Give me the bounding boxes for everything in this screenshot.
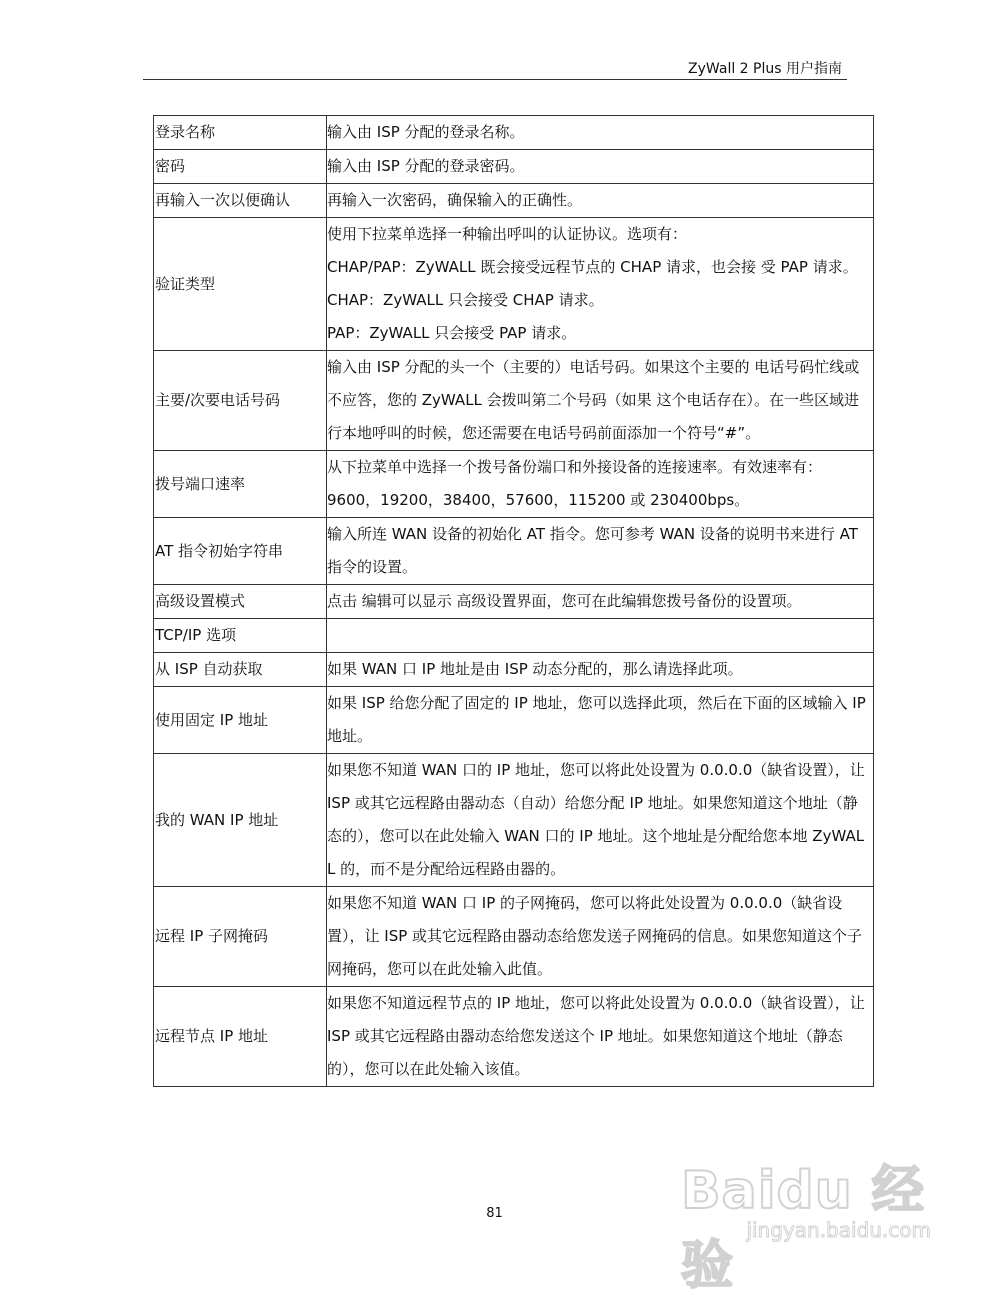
description-line: 使用下拉菜单选择一种输出呼叫的认证协议。选项有：: [327, 225, 688, 243]
watermark-brand: Baidu 经验: [681, 1161, 925, 1296]
description-line: CHAP：ZyWALL 只会接受 CHAP 请求。: [327, 291, 604, 309]
description-line: 输入由 ISP 分配的头一个（主要的）电话号码。如果这个主要的 电话号码忙线或不应答，您的 ZyWALL 会拨叫第二个号码（如果 这个电话存在）。在一些区域进行本地呼叫的时候，您还需要在电话号码前面添加一个符号“#”。: [327, 358, 860, 442]
table-row: [154, 754, 874, 887]
table-row: [154, 451, 874, 518]
description-line: 再输入一次密码，确保输入的正确性。: [327, 191, 583, 209]
setting-label: 验证类型: [154, 218, 327, 351]
setting-description: [327, 585, 874, 619]
table-row: [154, 184, 874, 218]
table-row: [154, 687, 874, 754]
setting-label: 拨号端口速率: [154, 451, 327, 518]
description-line: 如果 ISP 给您分配了固定的 IP 地址，您可以选择此项，然后在下面的区域输入 IP 地址。: [327, 694, 866, 745]
description-line: CHAP/PAP：ZyWALL 既会接受远程节点的 CHAP 请求，也会接 受 PAP 请求。: [327, 258, 858, 276]
setting-description: [327, 150, 874, 184]
setting-label: 高级设置模式: [154, 585, 327, 619]
description-line: 输入所连 WAN 设备的初始化 AT 指令。您可参考 WAN 设备的说明书来进行 AT 指令的设置。: [327, 525, 858, 576]
setting-label: 我的 WAN IP 地址: [154, 754, 327, 887]
setting-description: [327, 619, 874, 653]
setting-label: 再输入一次以便确认: [154, 184, 327, 218]
setting-description: [327, 218, 874, 351]
setting-description: [327, 887, 874, 987]
table-row: [154, 619, 874, 653]
description-line: 点击 编辑可以显示 高级设置界面，您可在此编辑您拨号备份的设置项。: [327, 592, 802, 610]
watermark-url: jingyan.baidu.com: [746, 1218, 931, 1242]
table-row: [154, 887, 874, 987]
setting-description: [327, 351, 874, 451]
header-rule: [143, 79, 847, 80]
table-row: [154, 653, 874, 687]
setting-description: [327, 687, 874, 754]
description-line: 输入由 ISP 分配的登录名称。: [327, 123, 525, 141]
setting-label: 登录名称: [154, 116, 327, 150]
description-line: 如果 WAN 口 IP 地址是由 ISP 动态分配的，那么请选择此项。: [327, 660, 743, 678]
table-row: [154, 116, 874, 150]
description-line: 如果您不知道远程节点的 IP 地址，您可以将此处设置为 0.0.0.0（缺省设置），让 ISP 或其它远程路由器动态给您发送这个 IP 地址。如果您知道这个地址（静态的），您可以在此处输入该值。: [327, 994, 865, 1078]
description-line: 如果您不知道 WAN 口的 IP 地址，您可以将此处设置为 0.0.0.0（缺省设置），让 ISP 或其它远程路由器动态（自动）给您分配 IP 地址。如果您知道这个地址（静态的），您可以在此处输入 WAN 口的 IP 地址。这个地址是分配给您本地 ZyWALL 的，而不是分配给远程路由器的。: [327, 761, 865, 878]
description-line: PAP：ZyWALL 只会接受 PAP 请求。: [327, 324, 577, 342]
table-row: [154, 351, 874, 451]
setting-label: TCP/IP 选项: [154, 619, 327, 653]
table-row: [154, 218, 874, 351]
setting-label: 远程 IP 子网掩码: [154, 887, 327, 987]
setting-description: [327, 184, 874, 218]
table-row: [154, 987, 874, 1087]
setting-description: [327, 987, 874, 1087]
setting-description: [327, 754, 874, 887]
setting-description: [327, 116, 874, 150]
description-line: 如果您不知道 WAN 口 IP 的子网掩码，您可以将此处设置为 0.0.0.0（缺省设置），让 ISP 或其它远程路由器动态给您发送子网掩码的信息。如果您知道这个子网掩码，您可以在此处输入此值。: [327, 894, 863, 978]
setting-label: AT 指令初始字符串: [154, 518, 327, 585]
setting-label: 主要/次要电话号码: [154, 351, 327, 451]
setting-label: 远程节点 IP 地址: [154, 987, 327, 1087]
page-number: 81: [486, 1206, 503, 1221]
setting-description: [327, 518, 874, 585]
settings-table: [153, 115, 874, 1087]
setting-label: 密码: [154, 150, 327, 184]
page-header-title: ZyWall 2 Plus 用户指南: [688, 61, 842, 77]
setting-description: [327, 653, 874, 687]
setting-label: 从 ISP 自动获取: [154, 653, 327, 687]
table-row: [154, 518, 874, 585]
description-line: 输入由 ISP 分配的登录密码。: [327, 157, 525, 175]
table-row: [154, 585, 874, 619]
setting-description: [327, 451, 874, 518]
table-row: [154, 150, 874, 184]
description-line: 从下拉菜单中选择一个拨号备份端口和外接设备的连接速率。有效速率有：: [327, 458, 823, 476]
description-line: 9600，19200，38400，57600，115200 或 230400bps。: [327, 491, 750, 509]
setting-label: 使用固定 IP 地址: [154, 687, 327, 754]
baidu-watermark-logo: [681, 1148, 931, 1296]
